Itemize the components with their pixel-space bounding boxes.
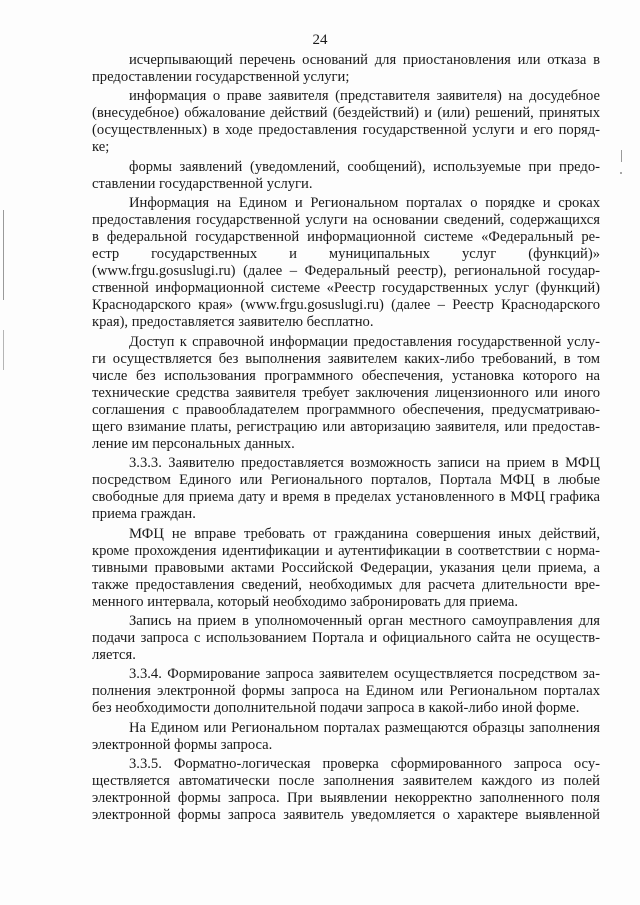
text-line: электронной формы запроса. При выявлении некорректно заполненного поля: [92, 789, 600, 806]
scan-artifact-left: [3, 210, 4, 300]
page-number: 24: [312, 32, 328, 48]
text-line: 3.3.4. Формирование запроса заявителем осуществляется посредством за-: [129, 666, 600, 683]
scan-artifact-right: [621, 150, 622, 162]
text-line: тивными правовыми актами Российской Федерации, указания цели приема, а: [92, 559, 600, 576]
text-line: предоставлении государственной услуги;: [92, 69, 350, 86]
text-line: без необходимости дополнительной подачи запроса в какой-либо иной форме.: [92, 700, 580, 717]
text-line: (внесудебное) обжалование действий (бездействий) и (или) решений, принятых: [92, 105, 600, 122]
text-line: ственной информационной системе «Реестр государственных услуг (функций): [92, 280, 600, 297]
text-line: также предоставления сведений, необходимых для расчета длительности вре-: [92, 576, 600, 593]
text-line: Запись на прием в уполномоченный орган местного самоуправления для: [129, 613, 600, 629]
text-line: (www.frgu.gosuslugi.ru) (далее – Федеральный реестр), региональной государ-: [92, 263, 600, 280]
scan-dot: [620, 172, 622, 174]
text-line: На Едином или Региональном порталах размещаются образцы заполнения: [129, 719, 600, 736]
text-line: соглашения с правообладателем программного обеспечения, предусматриваю-: [92, 401, 600, 418]
text-line: менного интервала, который необходимо забронировать для приема.: [92, 593, 518, 610]
text-line: 3.3.3. Заявителю предоставляется возможность записи на прием в МФЦ: [129, 455, 600, 472]
text-line: 3.3.5. Форматно-логическая проверка сформированного запроса осу-: [129, 755, 600, 772]
text-line: посредством Единого или Регионального порталов, Портала МФЦ в любые: [92, 472, 600, 489]
text-line: ляется.: [92, 647, 136, 664]
text-line: щего взимание платы, регистрацию или авторизацию заявителя, или предостав-: [92, 418, 600, 435]
text-line: технические средства заявителя требует заключения лицензионного или иного: [92, 384, 600, 401]
text-line: ке;: [92, 139, 110, 156]
text-line: числе без использования программного обеспечения, установка которого на: [92, 367, 600, 384]
text-line: Доступ к справочной информации предоставления государственной услу-: [129, 333, 600, 350]
text-line: края), предоставляется заявителю бесплатно.: [92, 314, 374, 331]
text-line: Краснодарского края» (www.frgu.gosuslugi.ru) (далее – Реестр Краснодарского: [92, 297, 600, 314]
text-line: ги осуществляется без выполнения заявителем каких-либо требований, в том: [92, 350, 600, 367]
text-line: полнения электронной формы запроса на Едином или Региональном порталах: [92, 683, 600, 700]
text-line: приема граждан.: [92, 506, 196, 523]
text-line: Информация на Едином и Региональном порталах о порядке и сроках: [129, 194, 600, 211]
text-line: естр государственных и муниципальных услуг (функций)»: [92, 246, 600, 263]
text-line: формы заявлений (уведомлений, сообщений), используемые при предо-: [129, 158, 600, 175]
text-line: ление им персональных данных.: [92, 436, 295, 453]
text-line: предоставления государственной услуги на основании сведений, содержащихся: [92, 211, 600, 228]
text-line: исчерпывающий перечень оснований для приостановления или отказа в: [129, 52, 600, 68]
text-line: МФЦ не вправе требовать от гражданина совершения иных действий,: [129, 525, 600, 542]
text-line: подачи запроса с использованием Портала и официального сайта не осуществ-: [92, 630, 600, 647]
text-line: электронной формы запроса заявитель уведомляется о характере выявленной: [92, 807, 600, 824]
text-line: свободные для приема дату и время в пределах установленного в МФЦ графика: [92, 489, 600, 506]
text-line: ставлении государственной услуги.: [92, 175, 313, 192]
text-line: кроме прохождения идентификации и аутентификации в соответствии с норма-: [92, 542, 600, 559]
text-line: информация о праве заявителя (представителя заявителя) на досудебное: [129, 88, 600, 105]
text-line: ществляется автоматически после заполнения заявителем каждого из полей: [92, 772, 600, 789]
text-line: электронной формы запроса.: [92, 736, 273, 753]
document-body: [92, 52, 600, 824]
scan-artifact-left-lower: [3, 330, 4, 370]
text-line: в федеральной государственной информационной системе «Федеральный ре-: [92, 228, 600, 245]
text-line: (осуществленных) в ходе предоставления государственной услуги и его поряд-: [92, 122, 600, 139]
